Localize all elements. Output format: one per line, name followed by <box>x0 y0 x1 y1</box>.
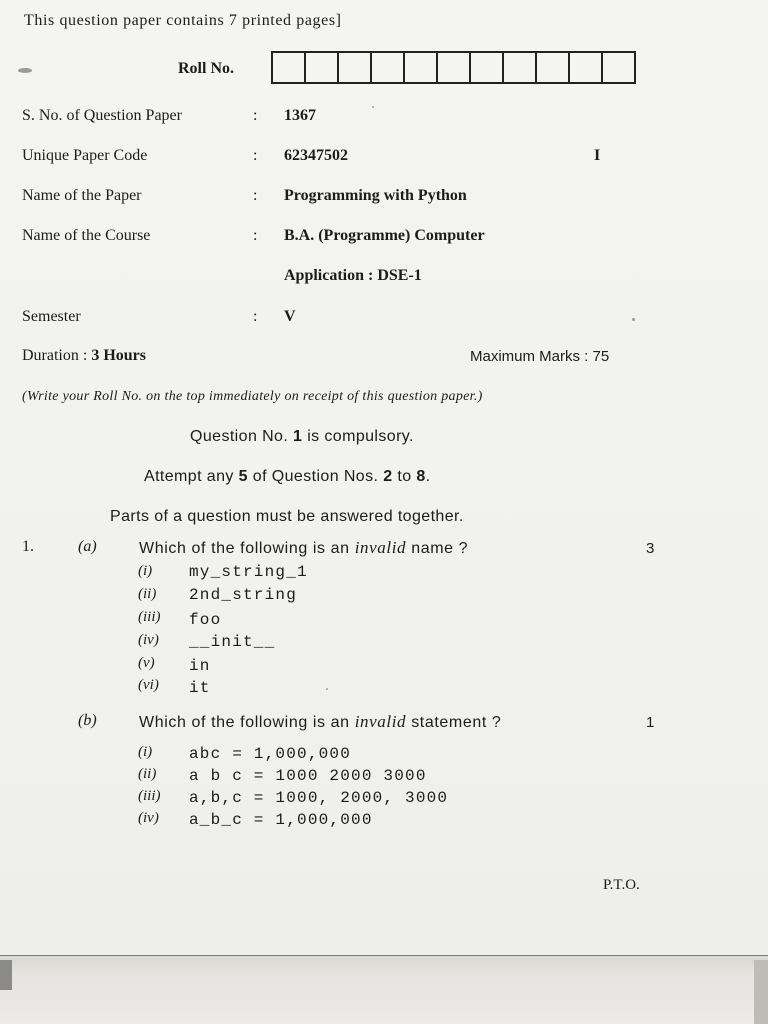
attempt-note <box>144 468 431 486</box>
option-code: abc = 1,000,000 <box>189 745 352 763</box>
option-number: (ii) <box>138 766 157 782</box>
duration <box>22 347 146 365</box>
question-text: Which of the following is an <box>139 714 355 731</box>
speck <box>372 106 374 108</box>
course-name-value-line2: Application : DSE-1 <box>284 267 422 284</box>
note-number: 5 <box>238 468 248 485</box>
option-code: my_string_1 <box>189 563 308 581</box>
page-corner-shadow <box>0 960 12 990</box>
course-name-value: B.A. (Programme) Computer <box>284 227 485 244</box>
colon: : <box>253 227 258 244</box>
part-a-marks: 3 <box>646 540 655 557</box>
note-text: Question No. <box>190 428 294 445</box>
option-number: (iii) <box>138 788 161 804</box>
roll-number-instruction: (Write your Roll No. on the top immediately on receipt of this question paper.) <box>22 389 483 404</box>
roll-digit-box[interactable] <box>339 51 372 84</box>
table-surface <box>0 955 768 1024</box>
option-number: (iii) <box>138 609 161 625</box>
colon: : <box>253 147 258 164</box>
note-text: is compulsory. <box>302 428 414 445</box>
paper-name-value: Programming with Python <box>284 187 467 204</box>
maximum-marks: Maximum Marks : 75 <box>470 348 610 365</box>
question-text: Which of the following is an <box>139 540 355 557</box>
paper-code-value: 62347502 <box>284 147 348 164</box>
part-b-marks: 1 <box>646 714 655 731</box>
note-text: of Question Nos. <box>247 468 384 485</box>
roll-digit-box[interactable] <box>504 51 537 84</box>
parts-note: Parts of a question must be answered together. <box>110 508 464 525</box>
option-number: (i) <box>138 744 153 760</box>
compulsory-note <box>190 428 414 446</box>
roll-digit-box[interactable] <box>537 51 570 84</box>
question-emphasis: invalid <box>354 538 407 557</box>
please-turn-over: P.T.O. <box>603 877 640 893</box>
part-b-label: (b) <box>78 712 97 729</box>
note-text: . <box>425 468 431 485</box>
roll-digit-box[interactable] <box>372 51 405 84</box>
duration-label: Duration : <box>22 347 92 364</box>
option-code: a b c = 1000 2000 3000 <box>189 767 427 785</box>
page-edge <box>0 955 768 956</box>
semester-value: V <box>284 308 296 325</box>
option-number: (i) <box>138 563 153 579</box>
option-number: (ii) <box>138 586 157 602</box>
question-emphasis: invalid <box>354 712 407 731</box>
option-number: (v) <box>138 655 155 671</box>
option-code: foo <box>189 611 222 629</box>
smudge <box>18 68 32 73</box>
roll-number-boxes[interactable] <box>271 51 636 84</box>
roll-digit-box[interactable] <box>471 51 504 84</box>
option-code: 2nd_string <box>189 586 298 604</box>
part-a-label: (a) <box>78 538 97 555</box>
roll-digit-box[interactable] <box>603 51 636 84</box>
page-count-note: This question paper contains 7 printed pages] <box>24 12 342 29</box>
course-name-label: Name of the Course <box>22 227 151 244</box>
option-number: (iv) <box>138 810 159 826</box>
roll-digit-box[interactable] <box>405 51 438 84</box>
serial-number-value: 1367 <box>284 107 316 124</box>
note-text: Attempt any <box>144 468 239 485</box>
colon: : <box>253 187 258 204</box>
paper-code-mark: I <box>594 147 601 164</box>
note-number: 2 <box>383 468 393 485</box>
roll-digit-box[interactable] <box>273 51 306 84</box>
question-number: 1. <box>22 538 34 555</box>
roll-digit-box[interactable] <box>438 51 471 84</box>
duration-value: 3 Hours <box>91 347 146 364</box>
option-number: (vi) <box>138 677 159 693</box>
page-corner-shadow-right <box>754 960 768 1024</box>
part-b-question <box>139 712 501 732</box>
colon: : <box>253 308 258 325</box>
semester-label: Semester <box>22 308 81 325</box>
speck <box>632 318 635 321</box>
note-number: 1 <box>293 428 303 445</box>
roll-digit-box[interactable] <box>306 51 339 84</box>
option-code: it <box>189 679 211 697</box>
note-text: to <box>392 468 417 485</box>
colon: : <box>253 107 258 124</box>
note-number: 8 <box>416 468 426 485</box>
option-code: in <box>189 657 211 675</box>
option-code: a_b_c = 1,000,000 <box>189 811 373 829</box>
serial-number-label: S. No. of Question Paper <box>22 107 182 124</box>
question-text: name ? <box>406 540 469 557</box>
option-code: __init__ <box>189 633 276 651</box>
paper-name-label: Name of the Paper <box>22 187 142 204</box>
question-text: statement ? <box>406 714 502 731</box>
option-code: a,b,c = 1000, 2000, 3000 <box>189 789 449 807</box>
paper-code-label: Unique Paper Code <box>22 147 148 164</box>
roll-digit-box[interactable] <box>570 51 603 84</box>
option-number: (iv) <box>138 632 159 648</box>
speck <box>326 688 328 690</box>
roll-number-label: Roll No. <box>178 60 234 77</box>
part-a-question <box>139 538 468 558</box>
